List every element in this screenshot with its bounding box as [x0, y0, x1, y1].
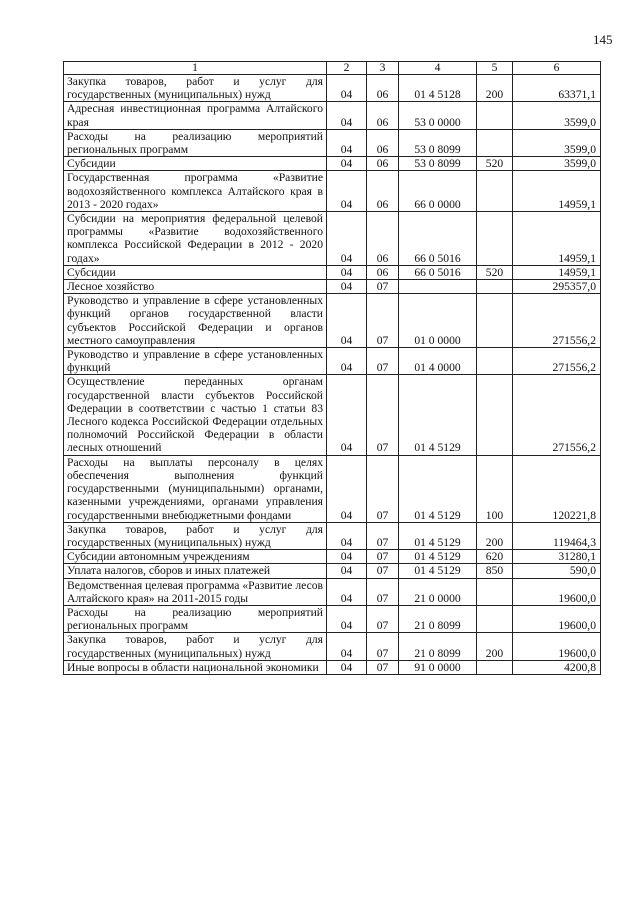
item-name-cell: Руководство и управление в сфере установленных функций [64, 348, 327, 375]
subsection-code-cell: 06 [367, 265, 399, 279]
amount-cell: 14959,1 [513, 171, 601, 212]
amount-cell: 120221,8 [513, 455, 601, 522]
section-code-cell: 04 [327, 212, 367, 266]
section-code-cell: 04 [327, 75, 367, 102]
table-row [64, 294, 601, 348]
item-name-cell: Лесное хозяйство [64, 280, 327, 294]
expense-type-cell [477, 171, 513, 212]
table-row [64, 375, 601, 455]
item-name-cell: Субсидии на мероприятия федеральной целевой программы «Развитие водохозяйственного комплекса Российской Федерации в 2012 - 2020 годах» [64, 212, 327, 266]
amount-cell: 4200,8 [513, 660, 601, 674]
table-row [64, 102, 601, 129]
subsection-code-cell: 07 [367, 578, 399, 605]
amount-cell: 14959,1 [513, 265, 601, 279]
subsection-code-cell: 07 [367, 564, 399, 578]
expense-type-cell [477, 578, 513, 605]
item-name-cell: Субсидии автономным учреждениям [64, 550, 327, 564]
header-cell: 2 [327, 62, 367, 75]
subsection-code-cell: 06 [367, 171, 399, 212]
table-row [64, 522, 601, 549]
table-row [64, 578, 601, 605]
item-name-cell: Закупка товаров, работ и услуг для государственных (муниципальных) нужд [64, 522, 327, 549]
expense-type-cell [477, 348, 513, 375]
expense-type-cell [477, 102, 513, 129]
amount-cell: 3599,0 [513, 129, 601, 156]
target-article-cell: 21 0 0000 [399, 578, 477, 605]
amount-cell: 271556,2 [513, 294, 601, 348]
expense-type-cell [477, 129, 513, 156]
section-code-cell: 04 [327, 633, 367, 660]
target-article-cell: 01 4 0000 [399, 348, 477, 375]
item-name-cell: Субсидии [64, 265, 327, 279]
target-article-cell: 53 0 8099 [399, 129, 477, 156]
table-row [64, 633, 601, 660]
table-row [64, 348, 601, 375]
target-article-cell: 01 4 5129 [399, 375, 477, 455]
table-row [64, 212, 601, 266]
target-article-cell: 01 4 5129 [399, 550, 477, 564]
item-name-cell: Расходы на выплаты персоналу в целях обеспечения выполнения функций государственными (муниципальными) органами, казенными учреждениями, органами управления государственными внебюджетными фондами [64, 455, 327, 522]
subsection-code-cell: 07 [367, 375, 399, 455]
subsection-code-cell: 07 [367, 522, 399, 549]
subsection-code-cell: 07 [367, 294, 399, 348]
table-row [64, 280, 601, 294]
expense-type-cell [477, 660, 513, 674]
target-article-cell: 91 0 0000 [399, 660, 477, 674]
section-code-cell: 04 [327, 348, 367, 375]
subsection-code-cell: 07 [367, 550, 399, 564]
header-cell: 5 [477, 62, 513, 75]
target-article-cell: 01 4 5129 [399, 455, 477, 522]
subsection-code-cell: 06 [367, 75, 399, 102]
item-name-cell: Государственная программа «Развитие водохозяйственного комплекса Алтайского края в 2013 - 2020 годах» [64, 171, 327, 212]
target-article-cell: 01 0 0000 [399, 294, 477, 348]
expense-type-cell: 200 [477, 522, 513, 549]
subsection-code-cell: 06 [367, 157, 399, 171]
section-code-cell: 04 [327, 157, 367, 171]
subsection-code-cell: 07 [367, 455, 399, 522]
table-row [64, 265, 601, 279]
expense-type-cell: 200 [477, 633, 513, 660]
amount-cell: 295357,0 [513, 280, 601, 294]
amount-cell: 31280,1 [513, 550, 601, 564]
expense-type-cell: 520 [477, 157, 513, 171]
amount-cell: 14959,1 [513, 212, 601, 266]
section-code-cell: 04 [327, 578, 367, 605]
section-code-cell: 04 [327, 605, 367, 632]
section-code-cell: 04 [327, 522, 367, 549]
item-name-cell: Расходы на реализацию мероприятий региональных программ [64, 129, 327, 156]
expense-type-cell [477, 375, 513, 455]
expense-type-cell [477, 294, 513, 348]
amount-cell: 271556,2 [513, 348, 601, 375]
target-article-cell: 53 0 0000 [399, 102, 477, 129]
section-code-cell: 04 [327, 280, 367, 294]
subsection-code-cell: 07 [367, 280, 399, 294]
table-row [64, 605, 601, 632]
item-name-cell: Ведомственная целевая программа «Развитие лесов Алтайского края» на 2011-2015 годы [64, 578, 327, 605]
target-article-cell: 66 0 5016 [399, 265, 477, 279]
section-code-cell: 04 [327, 564, 367, 578]
subsection-code-cell: 06 [367, 129, 399, 156]
target-article-cell: 53 0 8099 [399, 157, 477, 171]
expense-type-cell [477, 212, 513, 266]
page-number: 145 [593, 32, 613, 47]
table-row [64, 75, 601, 102]
target-article-cell: 21 0 8099 [399, 605, 477, 632]
section-code-cell: 04 [327, 660, 367, 674]
table-row [64, 455, 601, 522]
target-article-cell: 01 4 5129 [399, 522, 477, 549]
header-cell: 6 [513, 62, 601, 75]
subsection-code-cell: 07 [367, 633, 399, 660]
item-name-cell: Закупка товаров, работ и услуг для государственных (муниципальных) нужд [64, 633, 327, 660]
section-code-cell: 04 [327, 375, 367, 455]
item-name-cell: Расходы на реализацию мероприятий региональных программ [64, 605, 327, 632]
section-code-cell: 04 [327, 129, 367, 156]
amount-cell: 3599,0 [513, 102, 601, 129]
header-cell: 4 [399, 62, 477, 75]
header-row [64, 62, 601, 75]
expense-type-cell: 620 [477, 550, 513, 564]
target-article-cell: 01 4 5129 [399, 564, 477, 578]
table-row [64, 660, 601, 674]
item-name-cell: Уплата налогов, сборов и иных платежей [64, 564, 327, 578]
table-row [64, 550, 601, 564]
table-row [64, 171, 601, 212]
item-name-cell: Руководство и управление в сфере установленных функций органов государственной власти субъектов Российской Федерации и органов местного самоуправления [64, 294, 327, 348]
item-name-cell: Субсидии [64, 157, 327, 171]
target-article-cell: 66 0 5016 [399, 212, 477, 266]
subsection-code-cell: 07 [367, 605, 399, 632]
section-code-cell: 04 [327, 171, 367, 212]
amount-cell: 119464,3 [513, 522, 601, 549]
expense-type-cell [477, 605, 513, 632]
target-article-cell: 21 0 8099 [399, 633, 477, 660]
item-name-cell: Закупка товаров, работ и услуг для государственных (муниципальных) нужд [64, 75, 327, 102]
section-code-cell: 04 [327, 265, 367, 279]
expense-type-cell: 520 [477, 265, 513, 279]
amount-cell: 19600,0 [513, 633, 601, 660]
item-name-cell: Иные вопросы в области национальной экономики [64, 660, 327, 674]
subsection-code-cell: 07 [367, 660, 399, 674]
header-cell: 1 [64, 62, 327, 75]
amount-cell: 271556,2 [513, 375, 601, 455]
table-row [64, 564, 601, 578]
amount-cell: 590,0 [513, 564, 601, 578]
expense-type-cell: 100 [477, 455, 513, 522]
item-name-cell: Адресная инвестиционная программа Алтайского края [64, 102, 327, 129]
subsection-code-cell: 06 [367, 102, 399, 129]
budget-table [63, 61, 601, 675]
section-code-cell: 04 [327, 455, 367, 522]
expense-type-cell: 200 [477, 75, 513, 102]
target-article-cell [399, 280, 477, 294]
section-code-cell: 04 [327, 294, 367, 348]
table-row [64, 157, 601, 171]
item-name-cell: Осуществление переданных органам государственной власти субъектов Российской Федерации в соответствии с частью 1 статьи 83 Лесного кодекса Российской Федерации отдельных полномочий Российской Федерации в области лесных отношений [64, 375, 327, 455]
amount-cell: 19600,0 [513, 605, 601, 632]
table-row [64, 129, 601, 156]
target-article-cell: 66 0 0000 [399, 171, 477, 212]
subsection-code-cell: 07 [367, 348, 399, 375]
section-code-cell: 04 [327, 102, 367, 129]
section-code-cell: 04 [327, 550, 367, 564]
header-cell: 3 [367, 62, 399, 75]
amount-cell: 19600,0 [513, 578, 601, 605]
expense-type-cell: 850 [477, 564, 513, 578]
amount-cell: 3599,0 [513, 157, 601, 171]
target-article-cell: 01 4 5128 [399, 75, 477, 102]
subsection-code-cell: 06 [367, 212, 399, 266]
expense-type-cell [477, 280, 513, 294]
amount-cell: 63371,1 [513, 75, 601, 102]
